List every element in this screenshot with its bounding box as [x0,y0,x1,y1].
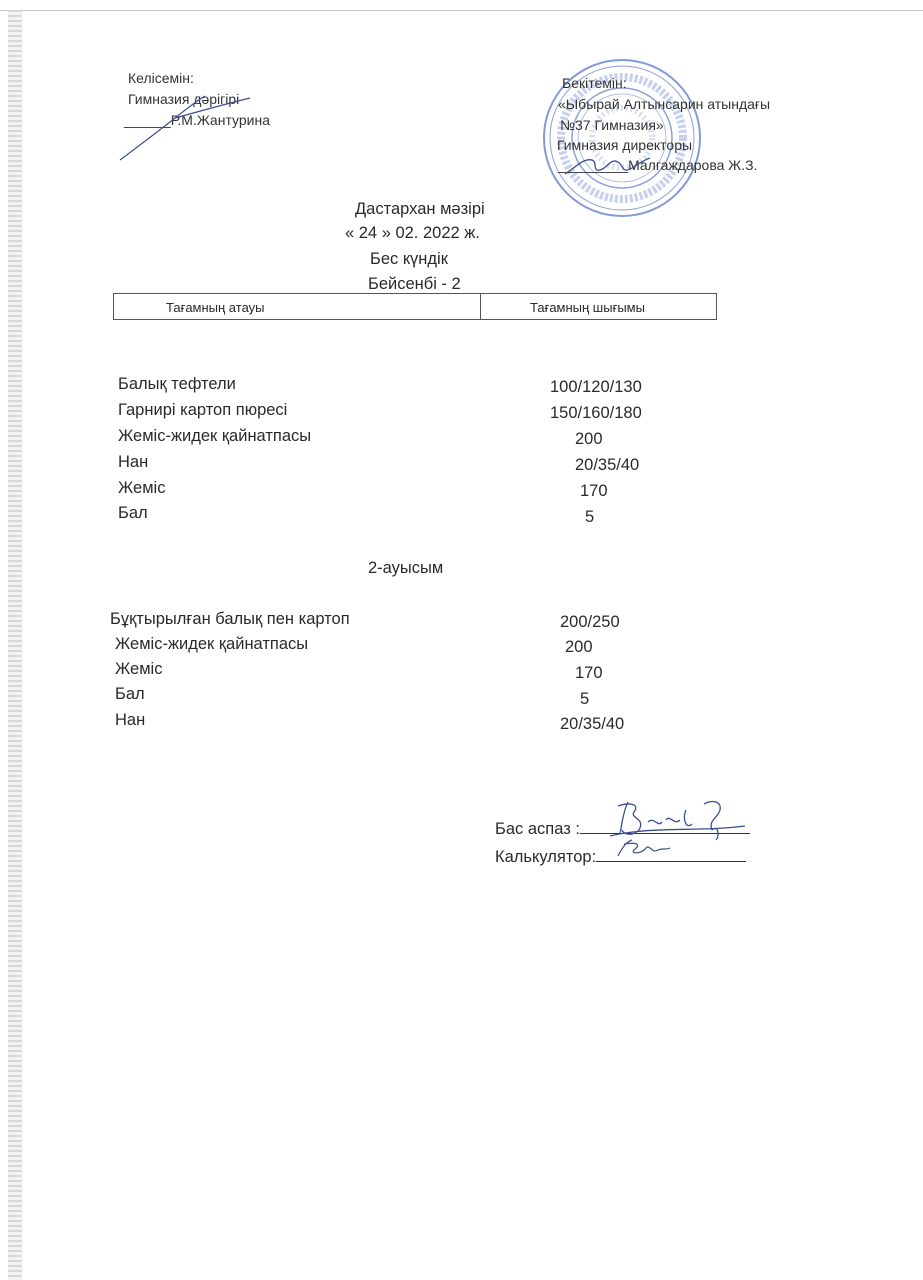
approval-left-name: ______Р.М.Жантурина [124,112,270,128]
shift1-item-name: Гарнирі картоп пюресі [118,401,288,419]
approval-right-school-number: №37 Гимназия» [560,117,664,133]
shift2-item-yield: 20/35/40 [560,715,625,733]
menu-day: Бейсенбі - 2 [368,275,461,293]
shift1-item-name: Нан [118,453,149,471]
approval-left-title: Келісемін: [128,70,194,86]
shift2-label: 2-ауысым [368,559,444,577]
approval-right-school: «Ыбырай Алтынсарин атындағы [558,96,771,112]
shift2-item-name: Бал [115,685,145,703]
shift1-item-yield: 20/35/40 [575,456,640,474]
shift1-item-yield: 170 [580,482,608,500]
menu-table-header [113,293,717,320]
doctor-signature [115,90,255,165]
approval-right-role: Гимназия директоры [557,137,693,153]
column-header-name: Тағамның атауы [166,300,265,315]
scan-edge-left [8,10,22,1280]
calculator-label: Калькулятор: [495,848,597,866]
shift2-item-name: Бұқтырылған балық пен картоп [110,610,350,628]
menu-period: Бес күндік [370,250,448,268]
shift2-item-name: Жеміс [115,660,163,678]
director-signature [562,148,652,180]
column-header-yield: Тағамның шығымы [530,300,645,315]
shift2-item-yield: 5 [580,690,590,708]
shift1-item-name: Бал [118,504,148,522]
calculator-signature [612,834,672,864]
shift2-item-name: Жеміс-жидек қайнатпасы [115,635,309,653]
menu-date: « 24 » 02. 2022 ж. [345,224,480,242]
shift1-item-name: Жеміс [118,479,166,497]
shift2-item-yield: 170 [575,664,603,682]
chef-label: Бас аспаз : [495,820,580,838]
shift1-item-name: Жеміс-жидек қайнатпасы [118,427,312,445]
scan-edge-top [0,10,923,11]
approval-right-title: Бекітемін: [562,75,627,91]
shift1-item-yield: 200 [575,430,603,448]
shift2-item-name: Нан [115,711,146,729]
shift1-item-yield: 150/160/180 [550,404,642,422]
menu-title: Дастархан мәзірі [355,200,485,218]
shift1-item-yield: 5 [585,508,595,526]
director-signature-line: _________ [558,157,629,173]
shift2-item-yield: 200/250 [560,613,620,631]
column-separator [480,294,481,319]
director-name: Малгаждарова Ж.З. [628,157,758,173]
approval-left-role: Гимназия дәрігірі [128,91,240,107]
shift1-item-name: Балық тефтели [118,375,236,393]
shift2-item-yield: 200 [565,638,593,656]
shift1-item-yield: 100/120/130 [550,378,642,396]
